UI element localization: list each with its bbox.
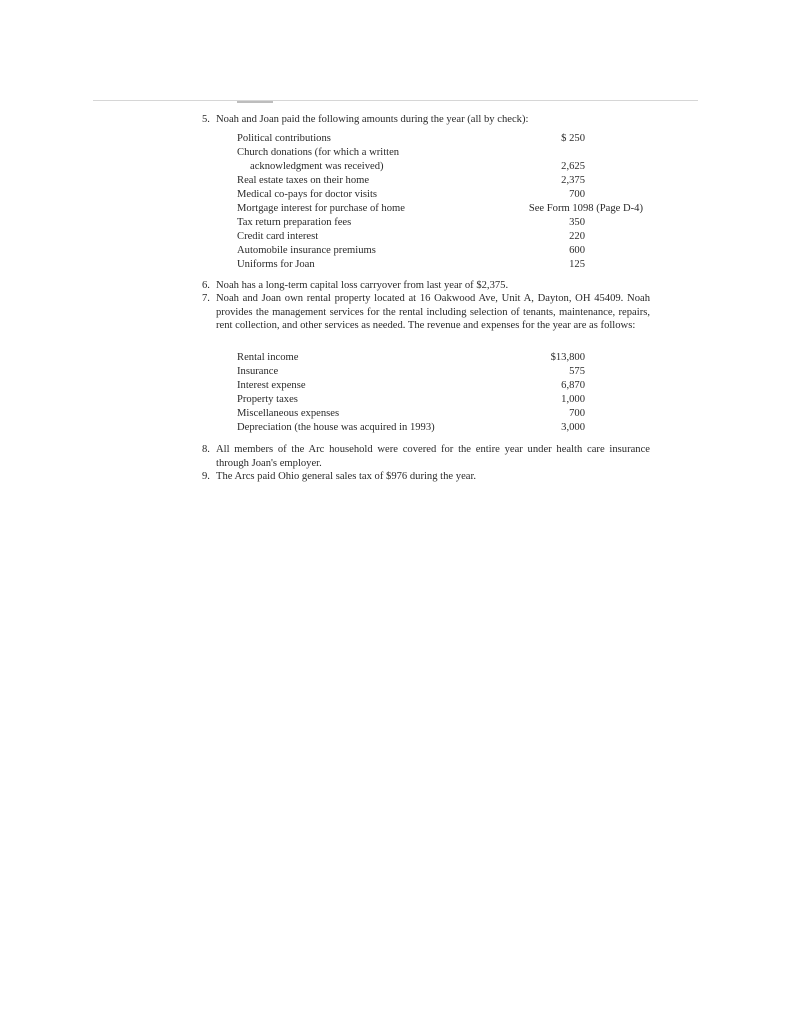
item-number: 8.: [202, 444, 210, 455]
item-text: All members of the Arc household were covered for the entire year under health care insurance through Joan's employer.: [216, 444, 650, 469]
item-text: Noah and Joan own rental property located at 16 Oakwood Ave, Unit A, Dayton, OH 45409. Noah provides the management services for the rental including selection of tenants, maintenance, repairs, rent collection, and other services as needed. The revenue and expenses for the year are as follows:: [216, 293, 650, 332]
row-amount: 350: [569, 217, 585, 228]
item-8: [202, 443, 650, 470]
item-number: 6.: [202, 280, 210, 291]
row-label: Medical co-pays for doctor visits: [237, 189, 378, 200]
row-label: Tax return preparation fees: [237, 217, 352, 228]
row-label: Credit card interest: [237, 231, 319, 242]
row-amount: 575: [569, 366, 585, 377]
row-label: Church donations (for which a written: [237, 147, 400, 158]
row-amount: 1,000: [561, 394, 585, 405]
item-number: 7.: [202, 293, 210, 304]
item-9: [202, 470, 650, 484]
row-label: Rental income: [237, 352, 299, 363]
row-label: Insurance: [237, 366, 279, 377]
row-label: Real estate taxes on their home: [237, 175, 370, 186]
item-number: 5.: [202, 114, 210, 125]
row-label: Mortgage interest for purchase of home: [237, 203, 405, 214]
row-label: Uniforms for Joan: [237, 259, 315, 270]
row-amount: 220: [569, 231, 585, 242]
top-tab-marker: [237, 101, 273, 103]
row-amount: 700: [569, 189, 585, 200]
row-label: acknowledgment was received): [250, 161, 384, 172]
row-label: Political contributions: [237, 133, 331, 144]
item-text: The Arcs paid Ohio general sales tax of $976 during the year.: [216, 471, 477, 482]
row-label: Interest expense: [237, 380, 306, 391]
item-6: [202, 279, 650, 293]
row-amount: 600: [569, 245, 585, 256]
row-amount: 2,375: [561, 175, 585, 186]
item-7: [202, 292, 650, 333]
row-amount: $13,800: [550, 352, 585, 363]
row-amount: 6,870: [561, 380, 585, 391]
row-label: Property taxes: [237, 394, 298, 405]
row-label: Depreciation (the house was acquired in 1993): [237, 422, 435, 433]
item-text: Noah has a long-term capital loss carryover from last year of $2,375.: [216, 280, 509, 291]
row-label: Miscellaneous expenses: [237, 408, 340, 419]
row-amount: See Form 1098 (Page D-4): [528, 203, 643, 214]
row-amount: $ 250: [561, 133, 585, 144]
item-5: [202, 113, 650, 127]
top-rule: [93, 100, 698, 101]
row-amount: 2,625: [561, 161, 585, 172]
row-amount: 3,000: [561, 422, 585, 433]
row-label: Automobile insurance premiums: [237, 245, 376, 256]
row-amount: 700: [569, 408, 585, 419]
item-number: 9.: [202, 471, 210, 482]
row-amount: 125: [569, 259, 585, 270]
item-text: Noah and Joan paid the following amounts during the year (all by check):: [216, 114, 529, 125]
